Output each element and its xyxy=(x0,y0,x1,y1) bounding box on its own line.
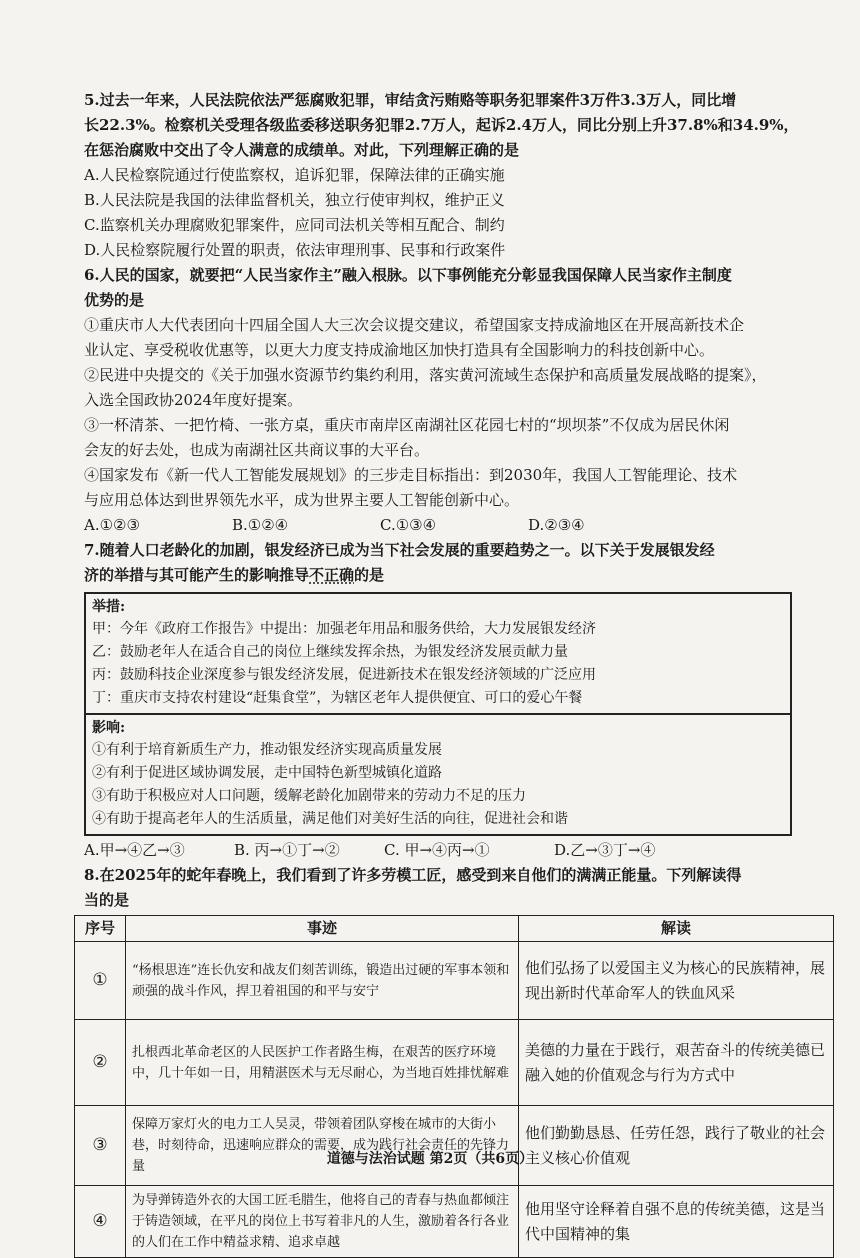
question-8 xyxy=(84,863,826,1258)
table-row xyxy=(75,1020,834,1106)
q5-option-a: A.人民检察院通过行使监察权，追诉犯罪，保障法律的正确实施 xyxy=(84,166,505,184)
q7-measure-jia: 甲：今年《政府工作报告》中提出：加强老年用品和服务供给，大力发展银发经济 xyxy=(92,621,596,637)
q7-option-b: B. 丙→①丁→② xyxy=(234,841,340,859)
q7-measure-ding: 丁：重庆市支持农村建设“赶集食堂”，为辖区老年人提供便宜、可口的爱心午餐 xyxy=(92,690,583,706)
q6-item-2-line: ②民进中央提交的《关于加强水资源节约集约利用，落实黄河流域生态保护和高质量发展战略的提案》， xyxy=(84,366,767,384)
q7-stem-pre: 济的举措与其可能产生的影响推导 xyxy=(84,566,310,584)
question-7 xyxy=(84,538,810,863)
table-row xyxy=(75,942,834,1020)
q7-stem-line xyxy=(84,563,810,588)
q7-effect-4: ④有助于提高老年人的生活质量，满足他们对美好生活的向往，促进社会和谐 xyxy=(92,811,568,827)
page-footer: 道德与法治试题 第2页（共6页） xyxy=(326,1151,534,1167)
row-story: 为导弹铸造外衣的大国工匠毛腊生，他将自己的青春与热血都倾注于铸造领域，在平凡的岗位上书写着非凡的人生，激励着各行各业的人们在工作中精益求精、追求卓越 xyxy=(126,1186,519,1258)
q5-stem-line: 在惩治腐败中交出了令人满意的成绩单。对此，下列理解正确的是 xyxy=(84,141,520,159)
q6-item-4-line: ④国家发布《新一代人工智能发展规划》的三步走目标指出：到2030年，我国人工智能理论、技术 xyxy=(84,466,738,484)
question-5 xyxy=(84,88,810,263)
row-num: ④ xyxy=(75,1186,126,1258)
q7-measures-section xyxy=(86,594,790,713)
q6-item-3-line: ③一杯清茶、一把竹椅、一张方桌，重庆市南岸区南湖社区花园七村的“坝坝茶”不仅成为居民休闲 xyxy=(84,416,730,434)
q6-item-3-line: 会友的好去处，也成为南湖社区共商议事的大平台。 xyxy=(84,441,430,459)
q7-option-d: D.乙→③丁→④ xyxy=(554,841,656,859)
q7-options xyxy=(84,838,810,863)
row-num: ③ xyxy=(75,1106,126,1186)
q6-option-a: A.①②③ xyxy=(84,516,140,534)
table-row xyxy=(75,1186,834,1258)
row-num: ② xyxy=(75,1020,126,1106)
q6-stem-line: 优势的是 xyxy=(84,291,145,309)
q7-effect-1: ①有利于培育新质生产力，推动银发经济实现高质量发展 xyxy=(92,742,442,758)
q7-effects-title: 影响: xyxy=(92,720,126,736)
q7-effect-2: ②有利于促进区域协调发展，走中国特色新型城镇化道路 xyxy=(92,765,442,781)
q8-stem-line: 当的是 xyxy=(84,891,130,909)
q7-measure-bing: 丙：鼓励科技企业深度参与银发经济发展，促进新技术在银发经济领域的广泛应用 xyxy=(92,667,596,683)
q7-effect-3: ③有助于积极应对人口问题，缓解老龄化加剧带来的劳动力不足的压力 xyxy=(92,788,526,804)
q8-header-num: 序号 xyxy=(75,916,126,942)
table-row xyxy=(75,1106,834,1186)
q6-option-c: C.①③④ xyxy=(380,516,437,534)
q6-item-1-line: ①重庆市人大代表团向十四届全国人大三次会议提交建议，希望国家支持成渝地区在开展高新技术企 xyxy=(84,316,745,334)
q8-header-story: 事迹 xyxy=(126,916,519,942)
q7-stem-emphasis: 不正确 xyxy=(309,566,355,584)
q5-option-c: C.监察机关办理腐败犯罪案件，应同司法机关等相互配合、制约 xyxy=(84,216,505,234)
q7-option-c: C. 甲→④丙→① xyxy=(384,841,490,859)
q8-table xyxy=(74,915,834,1258)
q6-item-1-line: 业认定、享受税收优惠等，以更大力度支持成渝地区加快打造具有全国影响力的科技创新中心。 xyxy=(84,341,715,359)
row-reading: 他用坚守诠释着自强不息的传统美德，这是当代中国精神的集 xyxy=(519,1186,834,1258)
row-reading: 他们弘扬了以爱国主义为核心的民族精神，展现出新时代革命军人的铁血风采 xyxy=(519,942,834,1020)
q7-stem-line: 7.随着人口老龄化的加剧，银发经济已成为当下社会发展的重要趋势之一。以下关于发展银发经 xyxy=(84,541,715,559)
q7-measure-yi: 乙：鼓励老年人在适合自己的岗位上继续发挥余热，为银发经济发展贡献力量 xyxy=(92,644,568,660)
q7-measures-title: 举措: xyxy=(92,599,126,615)
q7-option-a: A.甲→④乙→③ xyxy=(84,841,185,859)
q6-stem-line: 6.人民的国家，就要把“人民当家作主”融入根脉。以下事例能充分彰显我国保障人民当家作主制度 xyxy=(84,266,732,284)
q8-header-reading: 解读 xyxy=(519,916,834,942)
q7-effects-section xyxy=(86,713,790,834)
row-reading: 他们勤勤恳恳、任劳任怨，践行了敬业的社会主义核心价值观 xyxy=(519,1106,834,1186)
row-num: ① xyxy=(75,942,126,1020)
q5-option-d: D.人民检察院履行处置的职责，依法审理刑事、民事和行政案件 xyxy=(84,241,506,259)
q5-option-b: B.人民法院是我国的法律监督机关，独立行使审判权，维护正义 xyxy=(84,191,505,209)
q6-option-d: D.②③④ xyxy=(528,516,585,534)
row-reading: 美德的力量在于践行，艰苦奋斗的传统美德已融入她的价值观念与行为方式中 xyxy=(519,1020,834,1106)
q5-stem-line: 5.过去一年来，人民法院依法严惩腐败犯罪，审结贪污贿赂等职务犯罪案件3万件3.3万人，同比增 xyxy=(84,91,737,109)
q7-stem-post: 的是 xyxy=(354,566,385,584)
q8-table-header-row xyxy=(75,916,834,942)
q5-stem-line: 长22.3%。检察机关受理各级监委移送职务犯罪2.7万人，起诉2.4万人，同比分别上升37.8%和34.9%， xyxy=(84,116,799,134)
q6-item-4-line: 与应用总体达到世界领先水平，成为世界主要人工智能创新中心。 xyxy=(84,491,520,509)
row-story: 保障万家灯火的电力工人吴灵，带领着团队穿梭在城市的大街小巷，时刻待命，迅速响应群众的需要，成为践行社会责任的先锋力量 xyxy=(126,1106,519,1186)
q6-option-b: B.①②④ xyxy=(232,516,289,534)
q6-item-2-line: 入选全国政协2024年度好提案。 xyxy=(84,391,303,409)
q6-options xyxy=(84,513,810,538)
q7-info-box xyxy=(84,592,792,836)
row-story: 扎根西北革命老区的人民医护工作者路生梅，在艰苦的医疗环境中，几十年如一日，用精湛医术与无尽耐心，为当地百姓排忧解难 xyxy=(126,1020,519,1106)
q8-stem-line: 8.在2025年的蛇年春晚上，我们看到了许多劳模工匠，感受到来自他们的满满正能量。下列解读得 xyxy=(84,866,742,884)
row-story: “杨根思连”连长仇安和战友们刻苦训练，锻造出过硬的军事本领和顽强的战斗作风，捍卫着祖国的和平与安宁 xyxy=(126,942,519,1020)
question-6 xyxy=(84,263,810,538)
